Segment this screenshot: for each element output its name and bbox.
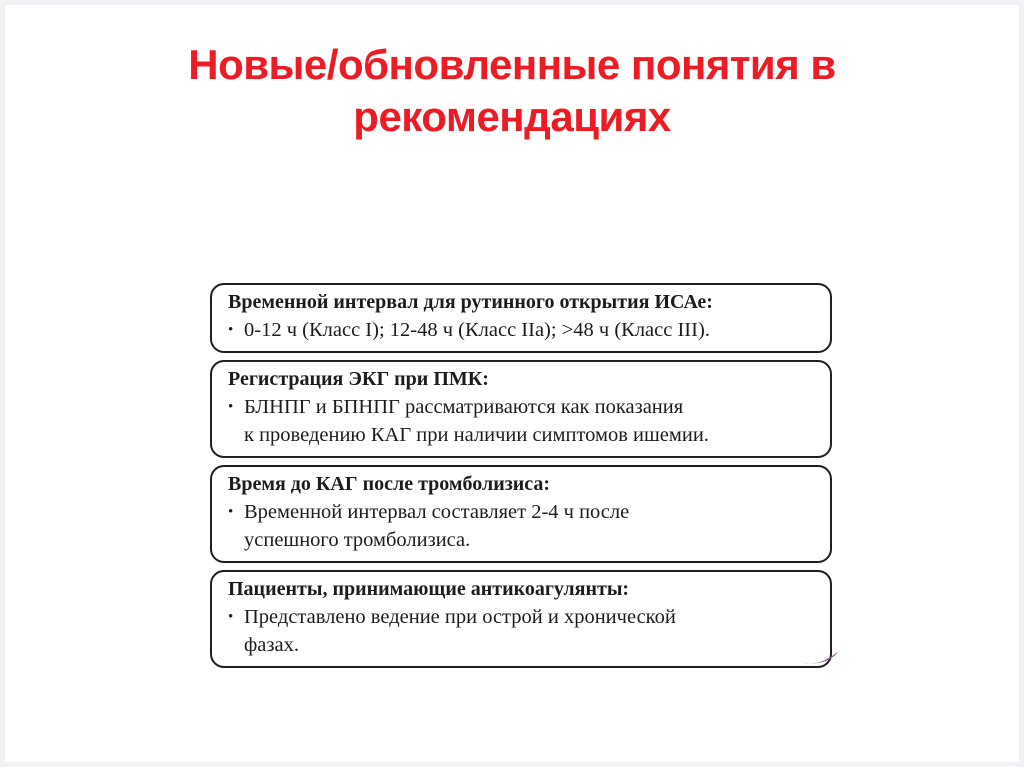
concept-box-isa-opening-interval <box>210 283 832 353</box>
bullet-icon: • <box>228 322 234 338</box>
bullet-text <box>244 316 822 344</box>
concept-box-ecg-registration <box>210 360 832 458</box>
bullet-line: Временной интервал составляет 2-4 ч после <box>244 501 630 523</box>
slide-title <box>5 39 1019 143</box>
bullet-line: БЛНПГ и БПНПГ рассматриваются как показания <box>244 396 684 418</box>
box-bullet-item <box>228 393 822 449</box>
box-bullet-item <box>228 603 822 659</box>
swoosh-shape <box>799 652 838 664</box>
concept-box-time-to-kag <box>210 465 832 563</box>
bullet-line: фазах. <box>244 634 299 656</box>
bullet-line: 0-12 ч (Класс I); 12-48 ч (Класс IIa); >48 ч (Класс III). <box>244 319 710 341</box>
bullet-icon: • <box>228 399 234 415</box>
box-header: Пациенты, принимающие антикоагулянты: <box>228 578 630 600</box>
bullet-line: Представлено ведение при острой и хронической <box>244 606 676 628</box>
concept-box-anticoagulant-patients <box>210 570 832 668</box>
bullet-line: успешного тромболизиса. <box>244 529 471 551</box>
bullet-text <box>244 393 822 449</box>
slide-title-line-1: Новые/обновленные понятия в <box>188 41 836 88</box>
box-bullet-item <box>228 498 822 554</box>
slide-title-line-2: рекомендациях <box>353 93 671 140</box>
box-bullet-item <box>228 316 822 344</box>
bullet-line: к проведению КАГ при наличии симптомов ишемии. <box>244 424 709 446</box>
corner-swoosh-decoration <box>798 650 840 667</box>
box-header: Время до КАГ после тромболизиса: <box>228 473 551 495</box>
slide <box>5 5 1019 762</box>
box-header: Регистрация ЭКГ при ПМК: <box>228 368 489 390</box>
concept-boxes <box>210 283 832 668</box>
bullet-icon: • <box>228 504 234 520</box>
bullet-icon: • <box>228 609 234 625</box>
bullet-text <box>244 603 822 659</box>
box-header: Временной интервал для рутинного открытия ИСАе: <box>228 291 713 313</box>
bullet-text <box>244 498 822 554</box>
